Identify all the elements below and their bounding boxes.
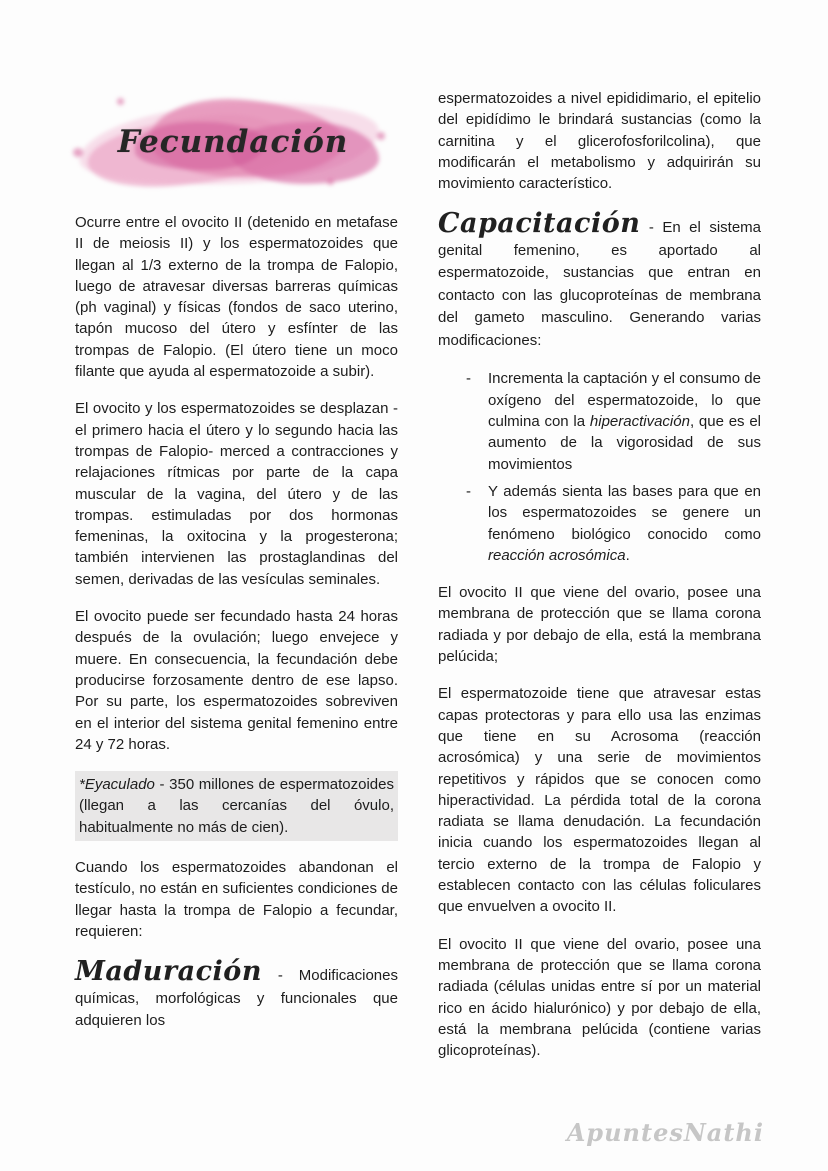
bullet-text: , que es el aumento de la vigorosidad de sus movimientos — [488, 413, 761, 473]
bullet-emphasis: reacción acrosómica — [488, 546, 626, 564]
page-title: Fecundación — [117, 124, 349, 160]
bullet-text: Y además sienta las bases para que en los espermatozoides se genere un fenómeno biológico conocido como — [488, 482, 761, 543]
highlighted-note — [75, 771, 398, 841]
list-item-reaccion-acrosomica — [488, 481, 761, 566]
paragraph-tiempos: El ovocito puede ser fecundado hasta 24 horas después de la ovulación; luego envejece y muere. En consecuencia, la fecundación debe producirse forzosamente dentro de ese lapso. Por su parte, los espermatozoides sobreviven en el interior del sistema genital femenino entre 24 y 72 horas. — [75, 608, 398, 753]
watermark: ApuntesNathi — [566, 1118, 764, 1147]
list-item-hiperactivacion — [488, 368, 761, 474]
section-text-capacitacion: - En el sistema genital femenino, es aportado al espermatozoide, sustancias que entran en contacto con las glucoproteínas de membrana del gameto masculino. Generando varias modificaciones: — [438, 219, 761, 349]
left-column — [75, 88, 398, 1077]
modifications-list — [438, 368, 761, 566]
section-capacitacion — [438, 210, 761, 352]
bullet-emphasis: hiperactivación — [589, 413, 690, 431]
section-heading-capacitacion: Capacitación — [438, 208, 641, 240]
highlight-text: - 350 millones de espermatozoides (llegan a las cercanías del óvulo, habitualmente no más de cien). — [79, 776, 394, 836]
paragraph-intro: Ocurre entre el ovocito II (detenido en metafase II de meiosis II) y los espermatozoides que llegan al 1/3 externo de la trompa de Falopio, luego de atravesar diversas barreras químicas (ph vaginal) y físicas (fondos de saco uterino, tapón mucoso del útero y esfínter de las trompas de Falopio. (El útero tiene un moco filante que ayuda al espermatozoide a subir). — [75, 214, 398, 381]
bullet-text: Incrementa la captación y el consumo de oxígeno del espermatozoide, lo que culmina con la — [488, 370, 761, 431]
paragraph-acrosoma: El espermatozoide tiene que atravesar estas capas protectoras y para ello usa las enzimas que tiene en su Acrosoma (reacción acrosómica) y una serie de movimientos repetitivos y rápidos que se conocen como hiperactividad. La pérdida total de la corona radiata se llama denudación. La fecundación inicia cuando los espermatozoides llegan al tercio externo de la trompa de Falopio y establecen contacto con las células foliculares que envuelven a ovocito II. — [438, 685, 761, 916]
paragraph-epididimo: espermatozoides a nivel epididimario, el epitelio del epidídimo le brindará sustancias (como la carnitina y el glicerofosforilcolina), que modificarán el metabolismo y adquirirán su movimiento característico. — [438, 90, 761, 193]
highlight-term: *Eyaculado — [79, 776, 155, 794]
paragraph-requisitos: Cuando los espermatozoides abandonan el testículo, no están en suficientes condiciones de llegar hasta la trompa de Falopio a fecundar, requieren: — [75, 859, 398, 940]
bullet-text: . — [625, 546, 630, 564]
paragraph-corona-radiada: El ovocito II que viene del ovario, posee una membrana de protección que se llama corona radiada y por debajo de ella, está la membrana pelúcida; — [438, 584, 761, 666]
section-text-maduracion: - Modificaciones químicas, morfológicas y funcionales que adquieren los — [75, 967, 398, 1030]
paragraph-membrana-pelucida: El ovocito II que viene del ovario, posee una membrana de protección que se llama corona radiada (células unidas entre sí por un material rico en ácido hialurónico) y por debajo de ella, está la membrana pelúcida (contiene varias glicoproteínas). — [438, 935, 761, 1060]
section-maduracion — [75, 958, 398, 1033]
title-banner — [77, 92, 389, 192]
section-heading-maduracion: Maduración — [75, 956, 262, 988]
right-column — [438, 88, 761, 1077]
paragraph-desplazamiento: El ovocito y los espermatozoides se desplazan -el primero hacia el útero y lo segundo hacia las trompas de Falopio- merced a contracciones y relajaciones rítmicas por parte de la capa muscular de la vagina, del útero y de las trompas. estimuladas por dos hormonas femeninas, la oxitocina y la progesterona; también intervienen las prostaglandinas del semen, derivadas de las vesículas seminales. — [75, 400, 398, 588]
